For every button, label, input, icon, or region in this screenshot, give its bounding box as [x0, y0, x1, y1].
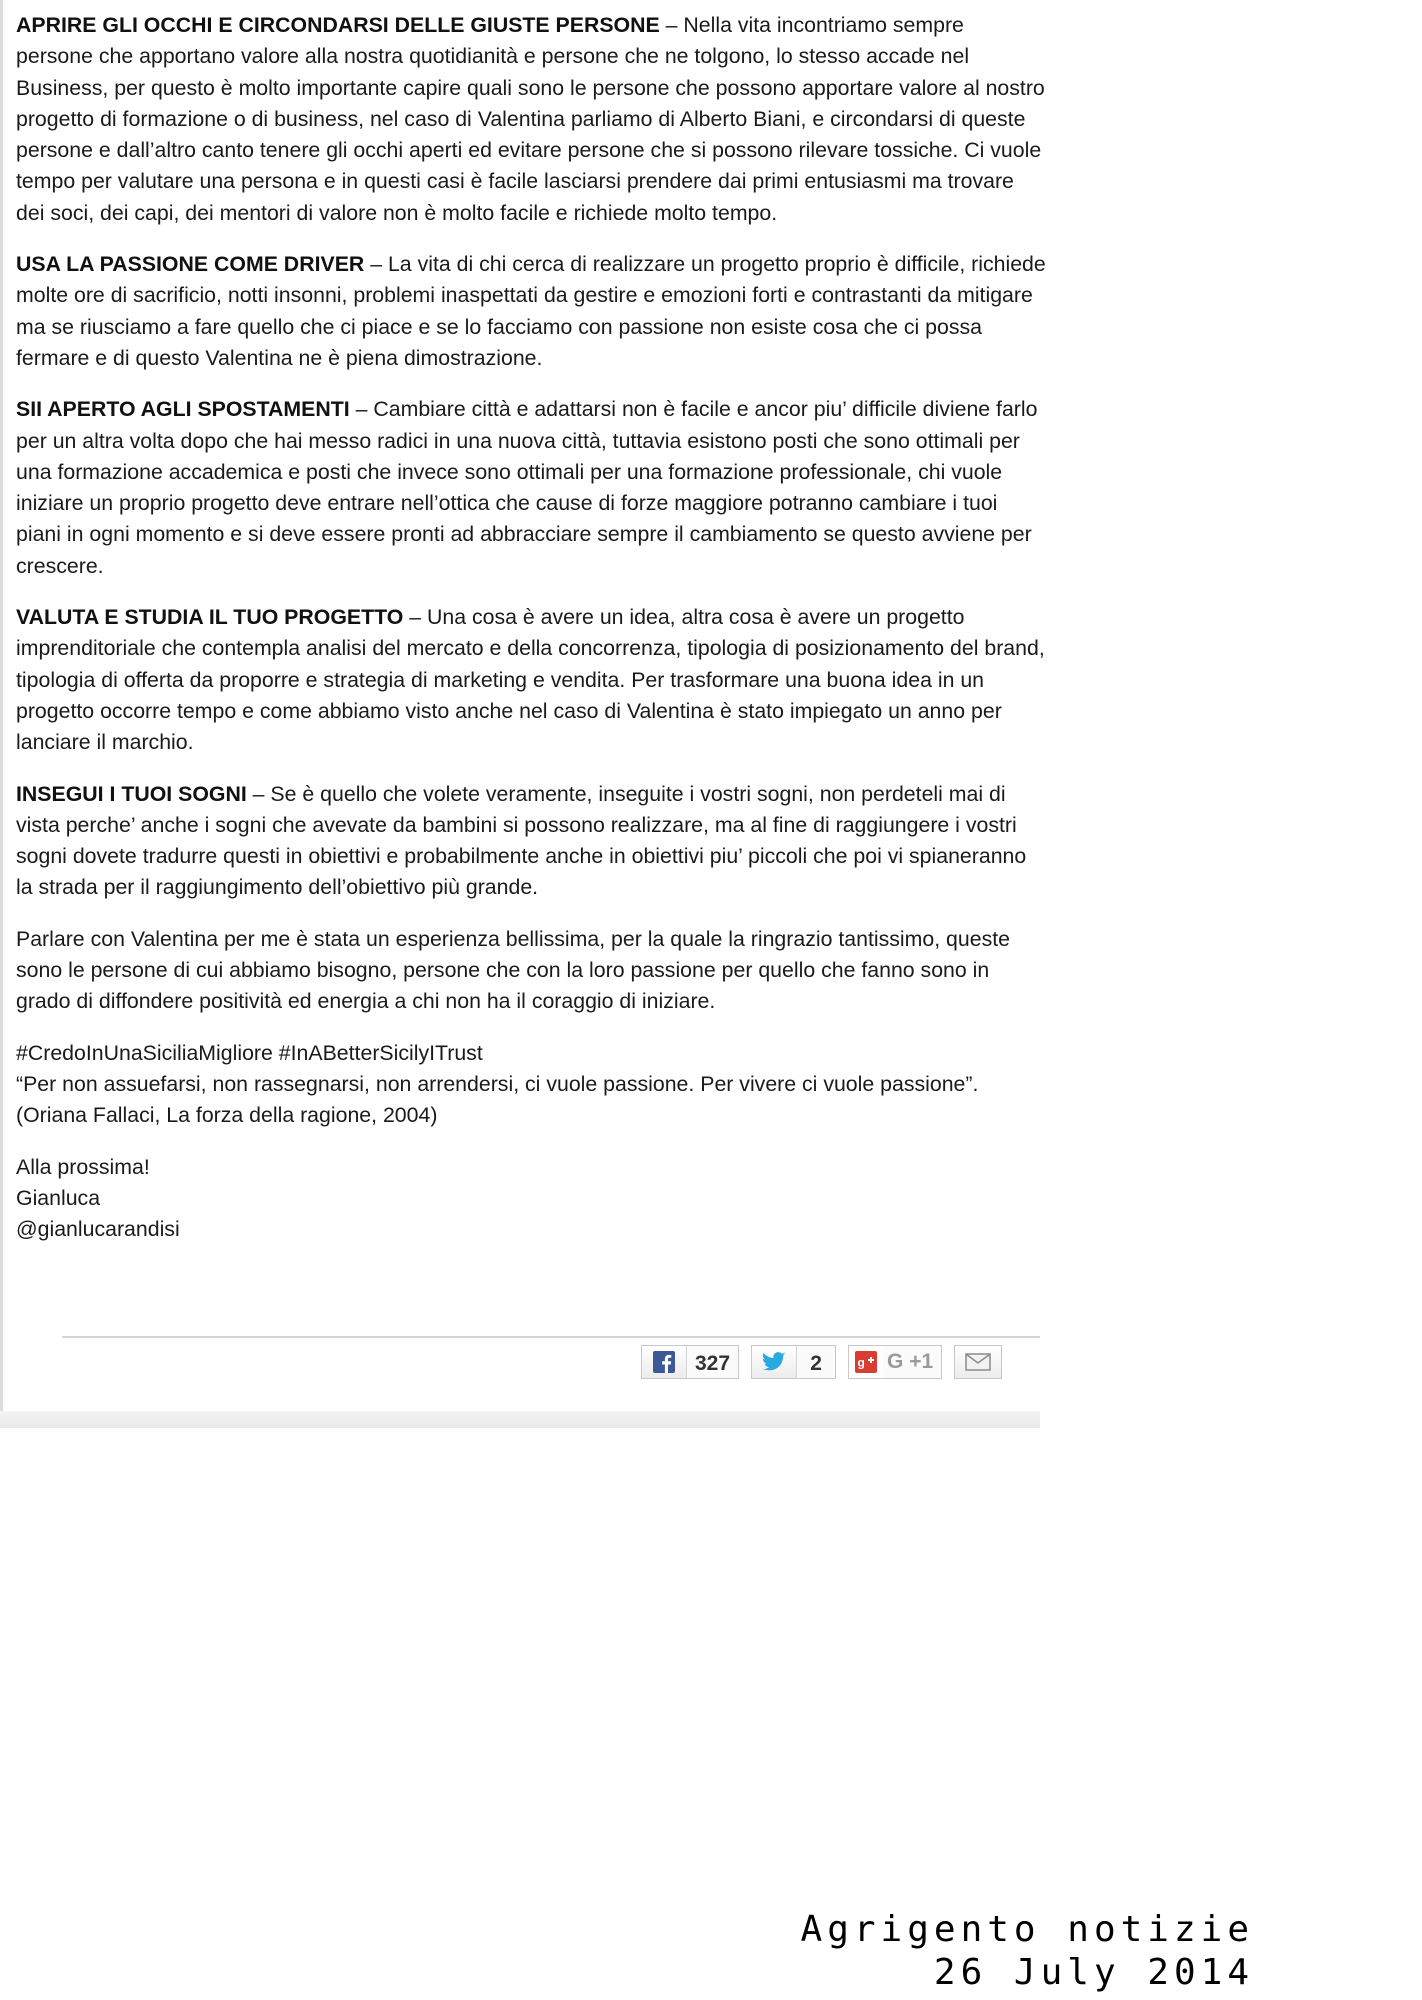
paragraph-passion-driver: [16, 249, 1046, 374]
signoff: [16, 1152, 1046, 1246]
hashtags[interactable]: #CredoInUnaSiciliaMigliore #InABetterSicilyITrust: [16, 1040, 483, 1065]
article-body: [16, 10, 1046, 1265]
twitter-share-count: 2: [810, 1352, 822, 1375]
google-plus-label: G +1: [887, 1350, 934, 1373]
paragraph-open-eyes: [16, 10, 1046, 229]
paragraph-heading: SII APERTO AGLI SPOSTAMENTI: [16, 397, 350, 422]
source-name: Agrigento notizie: [800, 1909, 1254, 1950]
facebook-share-button[interactable]: [641, 1345, 739, 1379]
signoff-greeting: Alla prossima!: [16, 1154, 150, 1179]
paragraph-heading: USA LA PASSIONE COME DRIVER: [16, 252, 365, 277]
article-footer-band: [0, 1411, 1040, 1428]
svg-text:g: g: [857, 1355, 865, 1370]
fallaci-quote: “Per non assuefarsi, non rassegnarsi, non arrendersi, ci vuole passione. Per vivere ci vuole passione”. (Oriana Fallaci, La forza della ragione, 2004): [16, 1071, 979, 1128]
quote-block: [16, 1038, 1046, 1132]
paragraph-heading: VALUTA E STUDIA IL TUO PROGETTO: [16, 605, 404, 630]
source-date: 26 July 2014: [933, 1952, 1254, 1993]
paragraph-heading: APRIRE GLI OCCHI E CIRCONDARSI DELLE GIUSTE PERSONE: [16, 13, 660, 37]
signoff-author: Gianluca: [16, 1185, 101, 1210]
google-plus-icon: [849, 1346, 883, 1378]
signoff-handle[interactable]: @gianlucarandisi: [16, 1217, 180, 1242]
left-border: [0, 0, 3, 1428]
closing-paragraph: Parlare con Valentina per me è stata un esperienza bellissima, per la quale la ringrazio tantissimo, queste sono le persone di cui abbiamo bisogno, persone che con la loro passione per quello che fanno sono in grado di diffondere positività ed energia a chi non ha il coraggio di iniziare.: [16, 926, 1010, 1014]
google-plus-button[interactable]: [848, 1345, 942, 1379]
twitter-bird-icon: [752, 1346, 797, 1378]
envelope-icon: [955, 1346, 1001, 1378]
paragraph-text: – Una cosa è avere un idea, altra cosa è avere un progetto imprenditoriale che contempla analisi del mercato e della concorrenza, tipologia di posizionamento del brand, tipologia di offerta da proporre e strategia di marketing e vendita. Per trasformare una buona idea in un progetto occorre tempo e come abbiamo visto anche nel caso di Valentina è stato impiegato un anno per lanciare il marchio.: [16, 605, 1045, 755]
share-divider: [62, 1336, 1040, 1338]
paragraph-text: – Cambiare città e adattarsi non è facile e ancor piu’ difficile diviene farlo per un altra volta dopo che hai messo radici in una nuova città, tuttavia esistono posti che sono ottimali per una formazione accademica e posti che invece sono ottimali per una formazione professionale, chi vuole iniziare un proprio progetto deve entrare nell’ottica che cause di forze maggiore potranno cambiare i tuoi piani in ogni momento e si deve essere pronti ad abbracciare sempre il cambiamento se questo avviene per crescere.: [16, 397, 1038, 578]
facebook-share-count: 327: [695, 1352, 731, 1375]
paragraph-heading: INSEGUI I TUOI SOGNI: [16, 781, 247, 806]
paragraph-text: – Se è quello che volete veramente, inseguite i vostri sogni, non perdeteli mai di vista perche’ anche i sogni che avevate da bambini si possono realizzare, ma al fine di raggiungere i vostri sogni dovete tradurre questi in obiettivi e probabilmente anche in obiettivi piu’ piccoli che poi vi spianeranno la strada per il raggiungimento dell’obiettivo più grande.: [16, 781, 1027, 900]
email-share-button[interactable]: [954, 1345, 1002, 1379]
share-bar: [641, 1345, 1002, 1381]
facebook-icon: [642, 1346, 687, 1378]
paragraph-text: – La vita di chi cerca di realizzare un progetto proprio è difficile, richiede molte ore di sacrificio, notti insonni, problemi inaspettati da gestire e emozioni forti e contrastanti da mitigare ma se riusciamo a fare quello che ci piace e se lo facciamo con passione non esiste cosa che ci possa fermare e di questo Valentina ne è piena dimostrazione.: [16, 252, 1046, 370]
paragraph-text: – Nella vita incontriamo sempre persone che apportano valore alla nostra quotidianità e persone che ne tolgono, lo stesso accade nel Business, per questo è molto importante capire quali sono le persone che possono apportare valore al nostro progetto di formazione o di business, nel caso di Valentina parliamo di Alberto Biani, e circondarsi di queste persone e dall’altro canto tenere gli occhi aperti ed evitare persone che si possono rilevare tossiche. Ci vuole tempo per valutare una persona e in questi casi è facile lasciarsi prendere dai primi entusiasmi ma trovare dei soci, dei capi, dei mentori di valore non è molto facile e richiede molto tempo.: [16, 13, 1045, 225]
twitter-share-button[interactable]: [751, 1345, 836, 1379]
paragraph-follow-dreams: [16, 779, 1046, 904]
paragraph-open-to-moving: [16, 394, 1046, 582]
source-caption: [801, 1908, 1254, 1994]
paragraph-evaluate-project: [16, 602, 1046, 758]
